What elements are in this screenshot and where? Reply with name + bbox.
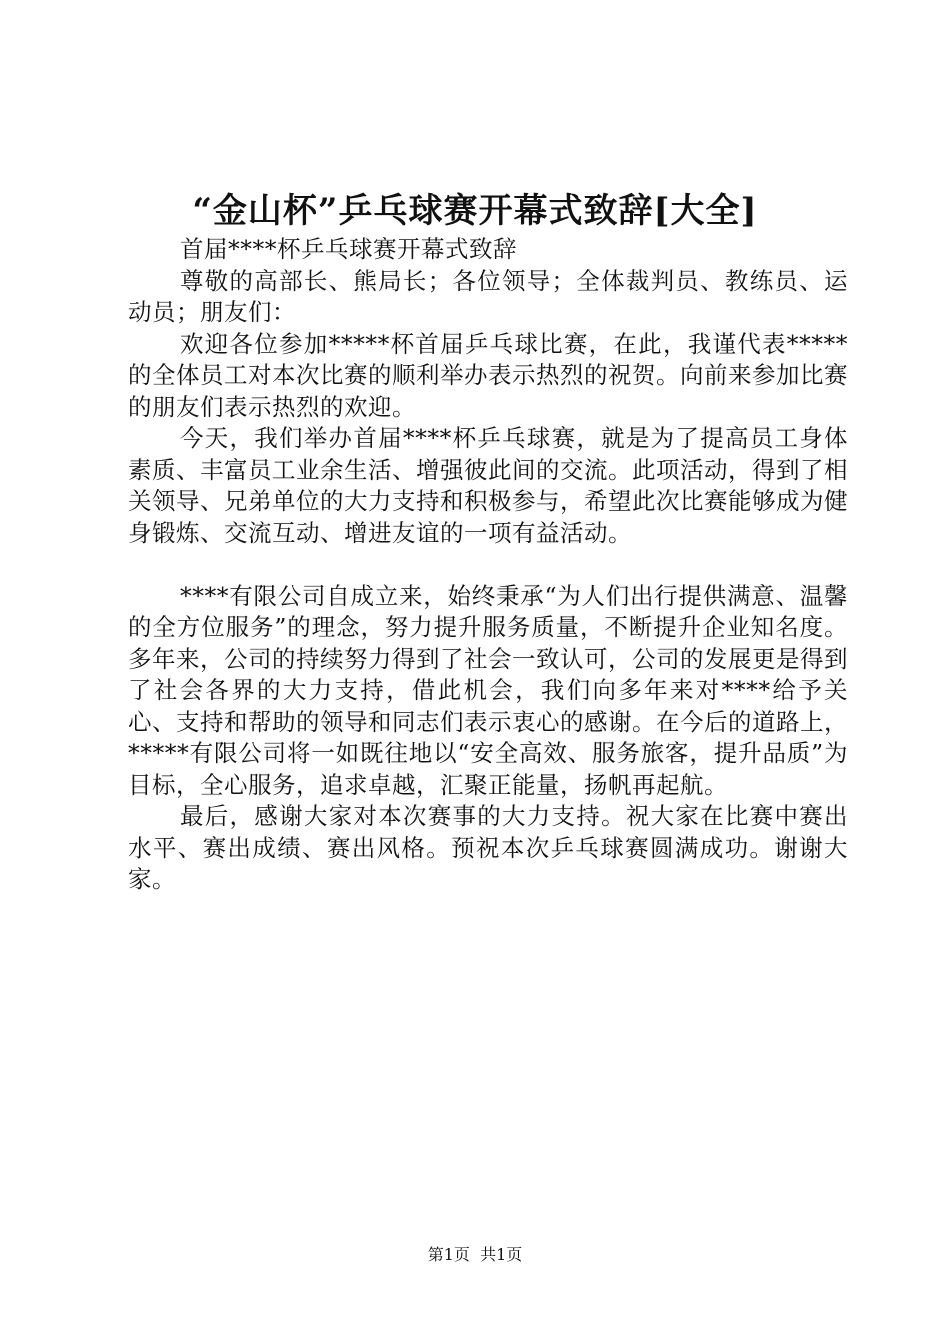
document-body — [128, 234, 848, 896]
closing-paragraph: 最后，感谢大家对本次赛事的大力支持。祝大家在比赛中赛出水平、赛出成绩、赛出风格。预祝本次乒乓球赛圆满成功。谢谢大家。 — [128, 802, 848, 893]
page-number-footer: 第1页 共1页 — [427, 1245, 523, 1264]
purpose-paragraph: 今天，我们举办首届****杯乒乓球赛，就是为了提高员工身体素质、丰富员工业余生活、增强彼此间的交流。此项活动，得到了相关领导、兄弟单位的大力支持和积极参与，希望此次比赛能够成为健身锻炼、交流互动、增进友谊的一项有益活动。 — [128, 424, 848, 547]
company-paragraph: ****有限公司自成立来，始终秉承“为人们出行提供满意、温馨的全方位服务”的理念，努力提升服务质量，不断提升企业知名度。多年来，公司的持续努力得到了社会一致认可，公司的发展更是得到了社会各界的大力支持，借此机会，我们向多年来对****给予关心、支持和帮助的领导和同志们表示衷心的感谢。在今后的道路上，*****有限公司将一如既往地以“安全高效、服务旅客，提升品质”为目标，全心服务，追求卓越，汇聚正能量，扬帆再起航。 — [128, 581, 848, 799]
document-title: “金山杯”乒乓球赛开幕式致辞[大全] — [192, 191, 758, 231]
speech-subtitle: 首届****杯乒乓球赛开幕式致辞 — [180, 235, 517, 263]
salutation-paragraph: 尊敬的高部长、熊局长；各位领导；全体裁判员、教练员、运动员；朋友们： — [128, 266, 848, 326]
welcome-paragraph: 欢迎各位参加*****杯首届乒乓球比赛，在此，我谨代表*****的全体员工对本次比赛的顺利举办表示热烈的祝贺。向前来参加比赛的朋友们表示热烈的欢迎。 — [128, 329, 848, 421]
